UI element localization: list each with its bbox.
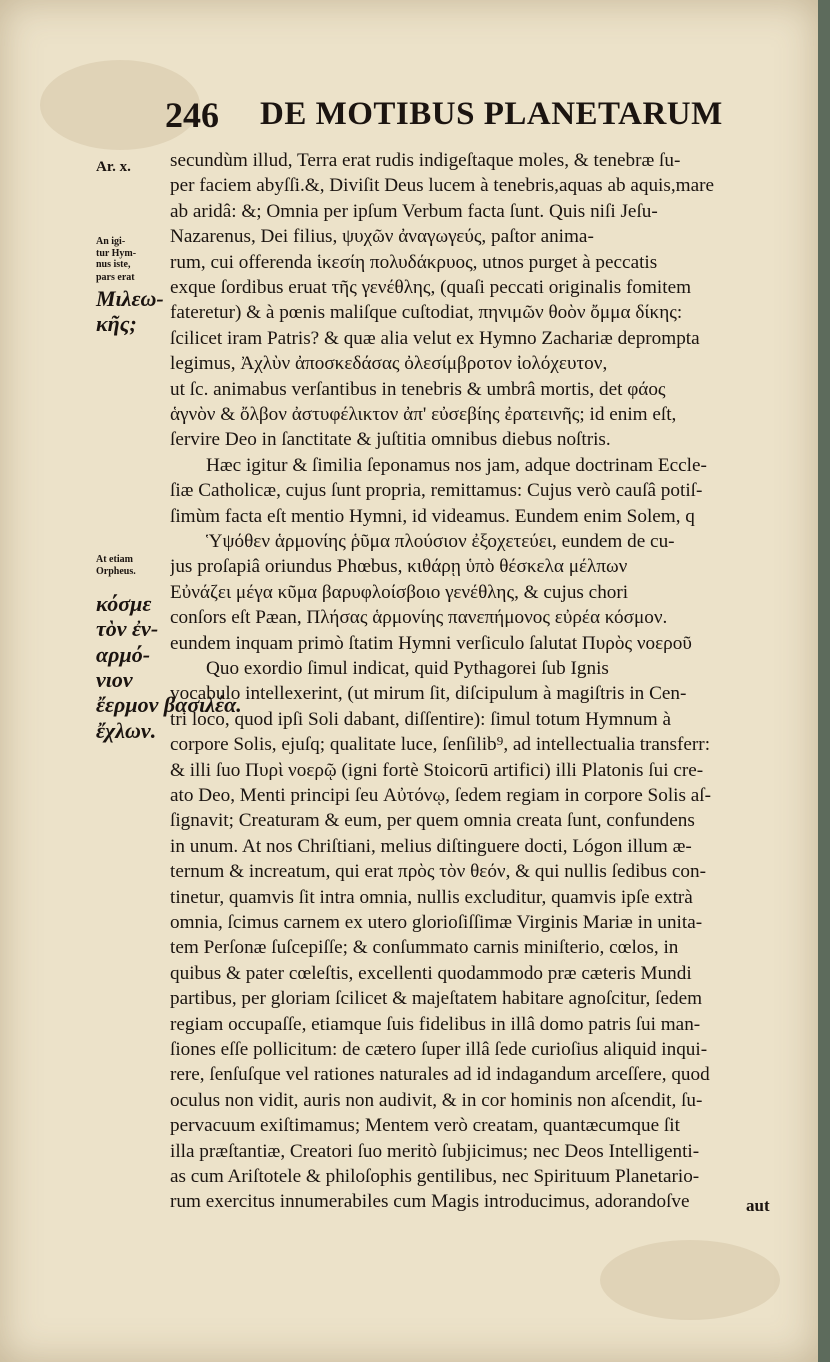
margin-note: τὸν ἐν- bbox=[96, 616, 159, 642]
catchword: aut bbox=[746, 1196, 770, 1215]
text-line: eundem inquam primò ſtatim Hymni verſiculo ſalutat Πυρὸς νοεροῦ bbox=[170, 632, 692, 654]
page-number: 246 bbox=[165, 95, 219, 135]
text-line: as cum Ariſtotele & philoſophis gentilibus, nec Spirituum Planetario- bbox=[170, 1166, 700, 1187]
text-line: ſignavit; Creaturam & eum, per quem omnia creata ſunt, confundens bbox=[170, 810, 695, 832]
text-line: ternum & increatum, qui erat πρὸς τὸν θεόν, & qui nullis ſedibus con- bbox=[170, 861, 706, 883]
text-line: ſervire Deo in ſanctitate & juſtitia omnibus diebus noſtris. bbox=[170, 429, 611, 451]
text-line: ut ſc. animabus verſantibus in tenebris & umbrâ mortis, det φάος bbox=[170, 378, 666, 400]
text-line: rum, cui offerenda ἱκεσίη πολυδάκρυος, utnos purget à peccatis bbox=[170, 251, 658, 273]
text-line: Εὐνάζει μέγα κῦμα βαρυφλοίσβοιο γενέθλης, & cujus chori bbox=[170, 581, 629, 603]
text-line: partibus, per gloriam ſcilicet & majeſtatem habitare agnoſcitur, ſedem bbox=[170, 988, 703, 1010]
text-line: rere, ſenſuſque vel rationes naturales ad id indagandum arceſſere, quod bbox=[170, 1064, 710, 1086]
margin-note: An igi- bbox=[96, 236, 126, 248]
text-line: tri loco, quod ipſi Soli dabant, diſſentire): ſimul totum Hymnum à bbox=[170, 708, 671, 730]
text-line: tem Perſonæ ſuſcepiſſe; & conſummato carnis miniſterio, cœlos, in bbox=[170, 937, 679, 959]
text-line: ſiæ Catholicæ, cujus ſunt propria, remittamus: Cujus verò cauſâ potiſ- bbox=[170, 480, 703, 502]
margin-note: ἔχλων. bbox=[96, 717, 157, 743]
margin-note: nus iste, bbox=[96, 259, 131, 271]
text-line: vocabulo intellexerint, (ut mirum ſit, diſcipulum à magiſtris in Cen- bbox=[170, 683, 687, 705]
text-line: secundùm illud, Terra erat rudis indigeſtaque moles, & tenebræ ſu- bbox=[170, 150, 681, 171]
text-line: fateretur) & à pœnis maliſque cuſtodiat, πηνιμῶν θοὸν ὄμμα δίκης: bbox=[170, 302, 683, 324]
margin-note: At etiam bbox=[96, 553, 133, 565]
margin-note: αρμό- bbox=[96, 641, 151, 667]
text-line: ſcilicet iram Patris? & quæ alia velut ex Hymno Zachariæ deprompta bbox=[170, 327, 700, 349]
text-line: legimus, Ἀχλὺν ἀποσκεδάσας ὀλεσίμβροτον ἰολόχευτον, bbox=[170, 353, 608, 375]
text-line: ab aridâ: &; Omnia per ipſum Verbum facta ſunt. Quis niſi Jeſu- bbox=[170, 200, 658, 222]
text-line: quibus & pater cœleſtis, excellenti quodammodo præ cæteris Mundi bbox=[170, 962, 692, 984]
text-line: Quo exordio ſimul indicat, quid Pythagorei ſub Ignis bbox=[206, 658, 609, 679]
text-line: tinetur, quamvis ſit intra omnia, nullis excluditur, quamvis ipſe extrà bbox=[170, 886, 693, 908]
page-header bbox=[165, 94, 723, 138]
text-line: oculus non vidit, auris non audivit, & in cor hominis non aſcendit, ſu- bbox=[170, 1089, 703, 1111]
text-line: exque ſordibus eruat τῆς γενέθλης, (quaſi peccati originalis fomitem bbox=[170, 277, 692, 298]
text-line: illa præſtantiæ, Creatori ſuo meritò ſubjicimus; nec Deos Intelligenti- bbox=[170, 1140, 700, 1162]
margin-note: tur Hym- bbox=[96, 247, 137, 259]
text-line: per faciem abyſſi.&, Diviſit Deus lucem à tenebris,aquas ab aquis,mare bbox=[170, 175, 714, 197]
margin-note: Orpheus. bbox=[96, 566, 136, 578]
margin-note: pars erat bbox=[96, 271, 135, 283]
margin-note: Μιλεω- bbox=[96, 286, 164, 311]
running-title: DE MOTIBUS PLANETARUM bbox=[260, 96, 723, 132]
text-line: rum exercitus innumerabiles cum Magis introducimus, adorandoſve bbox=[170, 1191, 690, 1213]
text-line: conſors eſt Pæan, Πλήσας ἁρμονίης πανεπήμονος εὐρέα κόσμον. bbox=[170, 607, 668, 629]
text-line: ato Deo, Menti principi ſeu Αὐτόνῳ, ſedem regiam in corpore Solis aſ- bbox=[170, 785, 711, 806]
text-line: ἁγνὸν & ὄλβον ἀστυφέλικτον ἀπ' εὐσεβίης ἐρατεινῆς; id enim eſt, bbox=[170, 404, 677, 425]
paper-stain bbox=[600, 1240, 780, 1320]
text-line: jus proſapiâ oriundus Phœbus, κιθάρῃ ὑπὸ θέσκελα μέλπων bbox=[170, 556, 628, 578]
text-line: omnia, ſcimus carnem ex utero glorioſiſſimæ Virginis Mariæ in unita- bbox=[170, 912, 703, 933]
text-line: regiam occupaſſe, etiamque ſuis fidelibus in illâ domo patris ſui man- bbox=[170, 1013, 701, 1035]
margin-note: κόσμε bbox=[96, 590, 152, 616]
margin-note: κῆς; bbox=[96, 311, 137, 337]
text-line: Hæc igitur & ſimilia ſeponamus nos jam, adque doctrinam Eccle- bbox=[206, 454, 707, 476]
margin-note: Ar. x. bbox=[96, 159, 131, 175]
margin-note: νιον bbox=[96, 667, 133, 692]
page-edge bbox=[818, 0, 830, 1362]
text-line: ſiones eſſe pollicitum: de cætero ſuper illâ ſede curioſius aliquid inqui- bbox=[170, 1039, 708, 1060]
text-line: ſimùm facta eſt mentio Hymni, id videamus. Eundem enim Solem, q bbox=[170, 505, 695, 527]
text-line: Nazarenus, Dei filius, ψυχῶν ἀναγωγεύς, paſtor anima- bbox=[170, 226, 594, 248]
text-line: in unum. At nos Chriſtiani, melius diſtinguere docti, Lógon illum æ- bbox=[170, 835, 692, 857]
text-line: & illi ſuo Πυρὶ νοερῷ (igni fortè Stoicorū artifici) illi Platonis ſui cre- bbox=[170, 759, 704, 781]
margin-note: ἔερμον βασιλέα. bbox=[96, 692, 242, 718]
text-line: Ὑψόθεν ἁρμονίης ῥῦμα πλούσιον ἐξοχετεύει, eundem de cu- bbox=[206, 531, 675, 552]
text-line: corpore Solis, ejuſq; qualitate luce, ſenſilib⁹, ad intellectualia transferr: bbox=[170, 734, 711, 756]
text-line: pervacuum exiſtimamus; Mentem verò creatam, quantæcumque ſit bbox=[170, 1115, 680, 1137]
